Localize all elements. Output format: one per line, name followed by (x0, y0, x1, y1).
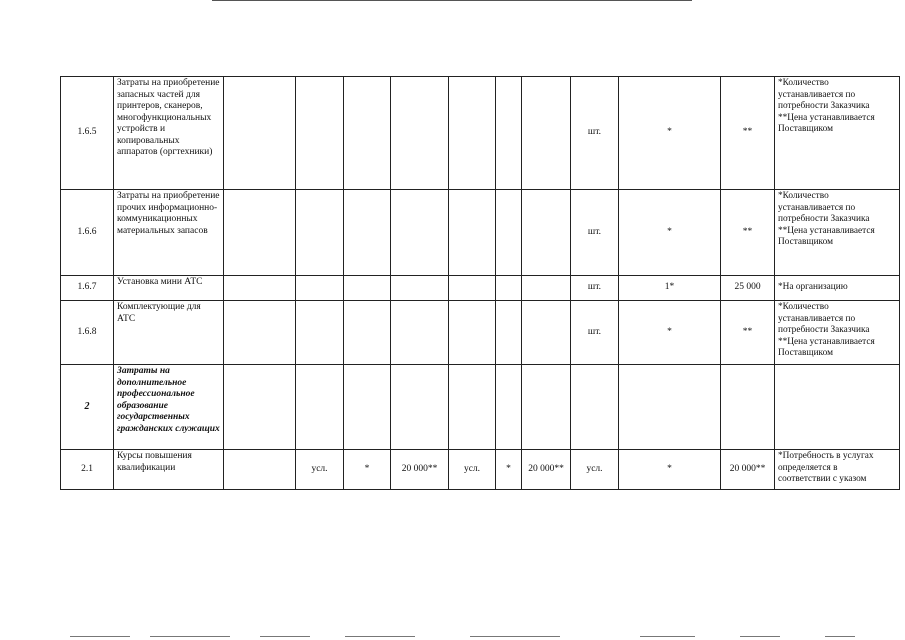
empty-cell (296, 77, 344, 190)
note-line: устанавливается по (778, 89, 856, 100)
empty-cell (224, 450, 296, 490)
scan-mark (470, 636, 560, 637)
note-line: Поставщиком (778, 124, 833, 134)
empty-cell (449, 77, 496, 190)
note-cell (775, 77, 900, 190)
note-line: *На организацию (778, 282, 848, 293)
unit-cell: усл. (449, 450, 496, 490)
note-line: потребности Заказчика (778, 214, 870, 224)
quantity-cell: * (496, 450, 522, 490)
note-line: потребности Заказчика (778, 325, 870, 335)
quantity-cell: * (619, 77, 721, 190)
empty-cell (391, 365, 449, 450)
note-line: соответствии с указом (778, 474, 867, 484)
empty-cell (449, 276, 496, 301)
unit-cell: шт. (571, 190, 619, 276)
note-cell (775, 450, 900, 490)
empty-cell (522, 301, 571, 365)
cost-item-name: Затраты на приобретение прочих информационно-коммуникационных материальных запасов (114, 190, 224, 276)
empty-cell (775, 365, 900, 450)
note-line: **Цена устанавливается (778, 225, 875, 236)
empty-cell (224, 190, 296, 276)
section-title: Затраты на дополнительное профессиональное образование государственных гражданских служащих (114, 365, 224, 450)
empty-cell (522, 365, 571, 450)
scan-mark (740, 636, 780, 637)
table-row (61, 450, 900, 490)
empty-cell (721, 365, 775, 450)
scan-mark (345, 636, 415, 637)
empty-cell (619, 365, 721, 450)
scan-mark (260, 636, 310, 637)
note-line: **Цена устанавливается (778, 112, 875, 123)
quantity-cell: * (619, 301, 721, 365)
table-row (61, 190, 900, 276)
empty-cell (224, 365, 296, 450)
empty-cell (522, 77, 571, 190)
price-cell: 20 000** (522, 450, 571, 490)
scan-mark (825, 636, 855, 637)
row-number: 1.6.7 (61, 276, 114, 301)
note-line: потребности Заказчика (778, 101, 870, 111)
price-cell: ** (721, 190, 775, 276)
scan-mark (70, 636, 130, 637)
empty-cell (449, 190, 496, 276)
empty-cell (296, 276, 344, 301)
row-number: 1.6.5 (61, 77, 114, 190)
empty-cell (344, 190, 391, 276)
empty-cell (296, 365, 344, 450)
note-line: Поставщиком (778, 237, 833, 247)
note-line: *Количество (778, 302, 829, 312)
empty-cell (344, 276, 391, 301)
table-row (61, 301, 900, 365)
empty-cell (391, 190, 449, 276)
note-line: *Количество (778, 78, 829, 88)
table-row (61, 276, 900, 301)
top-rule (212, 0, 692, 1)
row-number: 2.1 (61, 450, 114, 490)
scan-mark (640, 636, 695, 637)
empty-cell (224, 77, 296, 190)
empty-cell (296, 301, 344, 365)
note-line: устанавливается по (778, 313, 856, 324)
price-cell: ** (721, 77, 775, 190)
empty-cell (522, 276, 571, 301)
empty-cell (344, 365, 391, 450)
note-line: устанавливается по (778, 202, 856, 213)
quantity-cell: * (619, 450, 721, 490)
section-number: 2 (61, 365, 114, 450)
unit-cell: усл. (296, 450, 344, 490)
table-row (61, 77, 900, 190)
row-number: 1.6.8 (61, 301, 114, 365)
empty-cell (449, 301, 496, 365)
cost-item-name: Комплектующие для АТС (114, 301, 224, 365)
note-line: **Цена устанавливается (778, 336, 875, 347)
empty-cell (496, 276, 522, 301)
quantity-cell: * (344, 450, 391, 490)
unit-cell: усл. (571, 450, 619, 490)
unit-cell: шт. (571, 77, 619, 190)
empty-cell (224, 276, 296, 301)
empty-cell (571, 365, 619, 450)
empty-cell (449, 365, 496, 450)
note-cell (775, 276, 900, 301)
note-line: *Потребность в услугах (778, 451, 874, 461)
unit-cell: шт. (571, 276, 619, 301)
scan-mark (150, 636, 230, 637)
empty-cell (496, 190, 522, 276)
scan-artifacts (0, 633, 905, 640)
price-cell: 25 000 (721, 276, 775, 301)
note-line: *Количество (778, 191, 829, 201)
unit-cell: шт. (571, 301, 619, 365)
cost-item-name: Установка мини АТС (114, 276, 224, 301)
empty-cell (496, 77, 522, 190)
quantity-cell: 1* (619, 276, 721, 301)
section-row (61, 365, 900, 450)
quantity-cell: * (619, 190, 721, 276)
price-cell: ** (721, 301, 775, 365)
note-line: Поставщиком (778, 348, 833, 358)
empty-cell (296, 190, 344, 276)
empty-cell (344, 77, 391, 190)
note-cell (775, 190, 900, 276)
cost-norms-table (60, 76, 900, 490)
note-line: определяется в (778, 462, 838, 473)
empty-cell (496, 365, 522, 450)
cost-item-name: Курсы повышения квалификации (114, 450, 224, 490)
empty-cell (224, 301, 296, 365)
empty-cell (391, 301, 449, 365)
empty-cell (522, 190, 571, 276)
empty-cell (496, 301, 522, 365)
price-cell: 20 000** (391, 450, 449, 490)
empty-cell (344, 301, 391, 365)
row-number: 1.6.6 (61, 190, 114, 276)
cost-item-name: Затраты на приобретение запасных частей для принтеров, сканеров, многофункциональных устройств и копировальных аппаратов (оргтехники) (114, 77, 224, 190)
price-cell: 20 000** (721, 450, 775, 490)
empty-cell (391, 276, 449, 301)
empty-cell (391, 77, 449, 190)
note-cell (775, 301, 900, 365)
